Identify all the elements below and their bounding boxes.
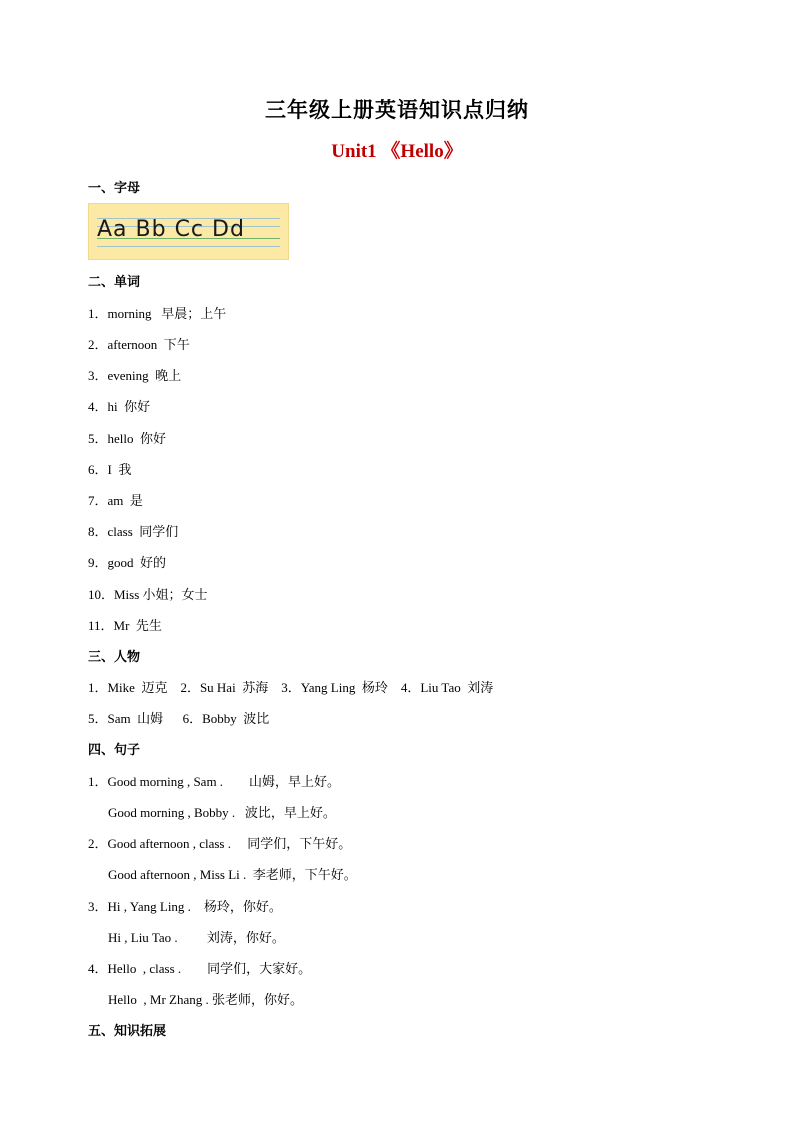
unit-subtitle: Unit1 《Hello》: [331, 141, 463, 162]
page-title: 三年级上册英语知识点归纳: [265, 98, 529, 122]
word-item: 1．morning 早晨；上午: [88, 306, 227, 321]
sentence-line: 4．Hello , class . 同学们，大家好。: [88, 961, 312, 976]
section-heading-extension: 五、知识拓展: [88, 1023, 167, 1038]
alphabet-image: [88, 203, 289, 260]
word-item: 9．good 好的: [88, 555, 167, 570]
word-item: 10．Miss 小姐；女士: [88, 587, 208, 602]
word-item: 7．am 是: [88, 493, 143, 508]
word-item: 5．hello 你好: [88, 431, 166, 446]
section-heading-words: 二、单词: [88, 274, 141, 289]
word-item: 8．class 同学们: [88, 524, 179, 539]
sentence-line: Hello , Mr Zhang . 张老师，你好。: [108, 992, 303, 1007]
sentence-line: 3．Hi , Yang Ling . 杨玲，你好。: [88, 899, 282, 914]
writing-line: [97, 246, 280, 247]
sentence-line: Good afternoon , Miss Li . 李老师，下午好。: [108, 867, 357, 882]
word-item: 2．afternoon 下午: [88, 337, 190, 352]
sentence-line: Hi , Liu Tao . 刘涛，你好。: [108, 930, 285, 945]
character-line: 1．Mike 迈克 2．Su Hai 苏海 3．Yang Ling 杨玲 4．Liu Tao 刘涛: [88, 680, 494, 695]
word-item: 4．hi 你好: [88, 399, 151, 414]
character-line: 5．Sam 山姆 6．Bobby 波比: [88, 711, 270, 726]
section-heading-characters: 三、人物: [88, 649, 141, 664]
word-item: 6．I 我: [88, 462, 132, 477]
word-item: 3．evening 晚上: [88, 368, 182, 383]
section-heading-sentences: 四、句子: [88, 742, 141, 757]
sentence-line: 2．Good afternoon , class . 同学们，下午好。: [88, 836, 352, 851]
section-heading-letters: 一、字母: [88, 180, 141, 195]
word-item: 11．Mr 先生: [88, 618, 162, 633]
alphabet-letters: Aa Bb Cc Dd: [97, 217, 245, 242]
sentence-line: Good morning , Bobby . 波比，早上好。: [108, 805, 336, 820]
sentence-line: 1．Good morning , Sam . 山姆，早上好。: [88, 774, 341, 789]
